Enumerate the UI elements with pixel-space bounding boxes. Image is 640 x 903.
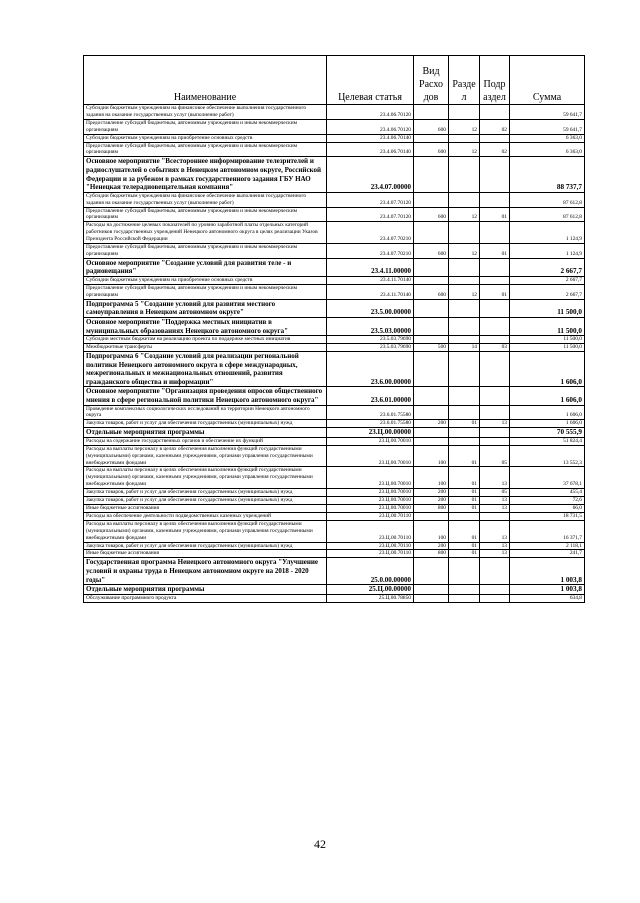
row-podr: 02	[480, 119, 510, 134]
row-podr	[480, 299, 510, 317]
row-razd	[449, 277, 480, 285]
row-sum: 16 371,7	[510, 520, 585, 542]
row-sum: 2 118,1	[510, 542, 585, 550]
row-vid	[414, 157, 449, 192]
row-podr	[480, 437, 510, 445]
row-name: Предоставление субсидий бюджетным, автономным учреждениям и иным некоммерческим организациям	[84, 244, 327, 259]
row-podr: 05	[480, 445, 510, 467]
table-row	[84, 157, 585, 192]
row-razd: 01	[449, 497, 480, 505]
row-code: 25.Ц.00.78850	[327, 594, 414, 602]
row-name: Субсидии бюджетным учреждениям на приобретение основных средств	[84, 277, 327, 285]
header-vid: Вид Расхо дов	[414, 56, 449, 105]
row-podr	[480, 277, 510, 285]
table-row	[84, 207, 585, 222]
row-podr: 13	[480, 520, 510, 542]
row-code: 23.6.00.00000	[327, 351, 414, 386]
row-sum: 11 500,0	[510, 336, 585, 344]
row-sum: 37 678,1	[510, 467, 585, 489]
table-row	[84, 542, 585, 550]
table-row	[84, 512, 585, 520]
row-razd: 01	[449, 505, 480, 513]
row-sum: 1 606,0	[510, 405, 585, 420]
row-sum: 1 124,9	[510, 244, 585, 259]
row-code: 23.Ц.00.70110	[327, 550, 414, 558]
row-code: 23.4.06.70120	[327, 119, 414, 134]
row-podr: 05	[480, 489, 510, 497]
row-name: Подпрограмма 6 "Создание условий для реализации региональной политики Ненецкого автономного округа в сфере международных, межрегиональных и межнациональных отношений, развития гражданского общества и информации"	[84, 351, 327, 386]
row-vid	[414, 351, 449, 386]
row-razd: 01	[449, 489, 480, 497]
row-podr: 13	[480, 505, 510, 513]
row-sum: 11 500,0	[510, 344, 585, 352]
row-name: Основное мероприятие "Создание условий для развития теле - и радиовещания"	[84, 258, 327, 276]
row-name: Закупка товаров, работ и услуг для обеспечения государственных (муниципальных) нужд	[84, 542, 327, 550]
row-razd: 12	[449, 284, 480, 299]
row-sum: 72,6	[510, 497, 585, 505]
row-vid	[414, 336, 449, 344]
table-row	[84, 299, 585, 317]
row-name: Расходы на обеспечение деятельности подведомственных казенных учреждений	[84, 512, 327, 520]
table-row	[84, 594, 585, 602]
row-vid	[414, 299, 449, 317]
row-code: 23.4.07.70210	[327, 222, 414, 244]
row-sum: 51 824,4	[510, 437, 585, 445]
row-razd: 12	[449, 119, 480, 134]
row-code: 23.Ц.00.00000	[327, 428, 414, 438]
row-code: 23.6.01.75580	[327, 405, 414, 420]
row-vid	[414, 105, 449, 120]
row-vid	[414, 258, 449, 276]
row-name: Закупка товаров, работ и услуг для обеспечения государственных (муниципальных) нужд	[84, 497, 327, 505]
row-sum: 1 003,8	[510, 585, 585, 595]
row-name: Предоставление субсидий бюджетным, автономным учреждениям и иным некоммерческим организациям	[84, 119, 327, 134]
row-sum: 59 641,7	[510, 119, 585, 134]
row-name: Предоставление субсидий бюджетным, автономным учреждениям и иным некоммерческим организациям	[84, 207, 327, 222]
row-sum: 6 363,0	[510, 134, 585, 142]
table-row	[84, 497, 585, 505]
row-name: Расходы на выплаты персоналу в целях обеспечения выполнения функций государственными (муниципальными) органами, казенными учреждениями, органами управления государственными внебюджетными фондами	[84, 445, 327, 467]
row-podr	[480, 428, 510, 438]
row-razd	[449, 336, 480, 344]
row-podr: 13	[480, 550, 510, 558]
table-row	[84, 258, 585, 276]
row-podr: 13	[480, 467, 510, 489]
row-code: 23.4.06.70120	[327, 105, 414, 120]
row-name: Предоставление субсидий бюджетным, автономным учреждениям и иным некоммерческим организациям	[84, 142, 327, 157]
header-razd: Разде л	[449, 56, 480, 105]
table-row	[84, 405, 585, 420]
row-vid	[414, 222, 449, 244]
row-sum: 2 667,7	[510, 277, 585, 285]
header-podr: Подр аздел	[480, 56, 510, 105]
row-name: Отдельные мероприятия программы	[84, 585, 327, 595]
row-razd: 14	[449, 344, 480, 352]
row-vid	[414, 134, 449, 142]
table-row	[84, 428, 585, 438]
table-row	[84, 119, 585, 134]
table-row	[84, 550, 585, 558]
row-vid: 100	[414, 520, 449, 542]
row-sum: 13 552,3	[510, 445, 585, 467]
row-name: Закупка товаров, работ и услуг для обеспечения государственных (муниципальных) нужд	[84, 420, 327, 428]
table-body	[84, 105, 585, 603]
row-vid	[414, 428, 449, 438]
row-name: Отдельные мероприятия программы	[84, 428, 327, 438]
row-sum: 87 612,8	[510, 192, 585, 207]
row-razd: 01	[449, 467, 480, 489]
row-vid: 600	[414, 119, 449, 134]
row-name: Субсидии бюджетным учреждениям на финансовое обеспечение выполнения государственного задания на оказание государственных услуг (выполнение работ)	[84, 192, 327, 207]
row-vid: 500	[414, 344, 449, 352]
row-code: 23.Ц.00.70010	[327, 437, 414, 445]
row-sum: 1 606,0	[510, 351, 585, 386]
table-row	[84, 445, 585, 467]
row-name: Основное мероприятие "Организация проведения опросов общественного мнения в сфере региональной политики Ненецкого автономного округа"	[84, 387, 327, 405]
row-vid: 600	[414, 142, 449, 157]
row-vid	[414, 317, 449, 335]
row-podr: 13	[480, 497, 510, 505]
row-podr	[480, 105, 510, 120]
table-row	[84, 351, 585, 386]
row-razd	[449, 222, 480, 244]
row-podr: 13	[480, 542, 510, 550]
row-podr: 01	[480, 284, 510, 299]
row-podr	[480, 585, 510, 595]
row-razd: 01	[449, 520, 480, 542]
row-code: 23.4.06.70140	[327, 142, 414, 157]
row-sum: 241,7	[510, 550, 585, 558]
table-header-row	[84, 56, 585, 105]
row-razd	[449, 105, 480, 120]
row-code: 23.Ц.00.70110	[327, 512, 414, 520]
row-code: 23.Ц.00.70010	[327, 497, 414, 505]
row-razd	[449, 512, 480, 520]
row-razd: 01	[449, 420, 480, 428]
row-vid: 200	[414, 489, 449, 497]
row-podr	[480, 336, 510, 344]
row-razd	[449, 157, 480, 192]
row-sum: 88 737,7	[510, 157, 585, 192]
row-razd	[449, 192, 480, 207]
row-name: Подпрограмма 5 "Создание условий для развития местного самоуправления в Ненецком автономном округе"	[84, 299, 327, 317]
table-row	[84, 467, 585, 489]
row-razd: 01	[449, 550, 480, 558]
row-razd	[449, 387, 480, 405]
row-razd	[449, 258, 480, 276]
row-code: 23.Ц.00.70110	[327, 520, 414, 542]
row-code: 23.4.07.70210	[327, 244, 414, 259]
row-code: 23.Ц.00.70010	[327, 489, 414, 497]
row-name: Субсидии местным бюджетам на реализацию проекта по поддержке местных инициатив	[84, 336, 327, 344]
row-code: 25.0.00.00000	[327, 558, 414, 585]
row-sum: 6 363,0	[510, 142, 585, 157]
table-row	[84, 134, 585, 142]
row-vid	[414, 192, 449, 207]
row-name: Обслуживание программного продукта	[84, 594, 327, 602]
row-code: 23.4.11.70140	[327, 284, 414, 299]
table-row	[84, 420, 585, 428]
row-razd	[449, 585, 480, 595]
row-name: Государственная программа Ненецкого автономного округа "Улучшение условий и охраны труда в Ненецком автономном округе на 2018 - 2020 годы"	[84, 558, 327, 585]
table-row	[84, 505, 585, 513]
row-razd	[449, 594, 480, 602]
row-code: 25.Ц.00.00000	[327, 585, 414, 595]
row-vid: 200	[414, 542, 449, 550]
row-code: 23.4.11.70140	[327, 277, 414, 285]
row-sum: 18 731,5	[510, 512, 585, 520]
row-name: Иные бюджетные ассигнования	[84, 505, 327, 513]
row-code: 23.4.07.70120	[327, 192, 414, 207]
row-code: 23.Ц.00.70010	[327, 467, 414, 489]
row-code: 23.6.01.00000	[327, 387, 414, 405]
row-razd	[449, 428, 480, 438]
row-name: Расходы на достижение целевых показателей по уровню заработной платы отдельных категорий работников государственных учреждений Ненецкого автономного округа в целях реализации Указов Президента Российской Федерации	[84, 222, 327, 244]
table-row	[84, 437, 585, 445]
row-vid: 100	[414, 467, 449, 489]
row-vid: 200	[414, 420, 449, 428]
table-row	[84, 558, 585, 585]
row-name: Субсидии бюджетным учреждениям на финансовое обеспечение выполнения государственного задания на оказание государственных услуг (выполнение работ)	[84, 105, 327, 120]
table-row	[84, 585, 585, 595]
row-code: 23.4.06.70140	[327, 134, 414, 142]
row-razd: 01	[449, 445, 480, 467]
row-razd	[449, 437, 480, 445]
row-name: Основное мероприятие "Поддержка местных инициатив в муниципальных образованиях Ненецкого автономного округа"	[84, 317, 327, 335]
row-sum: 1 606,0	[510, 387, 585, 405]
table-row	[84, 244, 585, 259]
header-name: Наименование	[84, 56, 327, 105]
row-razd	[449, 317, 480, 335]
row-podr	[480, 157, 510, 192]
row-code: 23.5.03.00000	[327, 317, 414, 335]
row-code: 23.4.07.00000	[327, 157, 414, 192]
row-sum: 455,4	[510, 489, 585, 497]
row-name: Иные бюджетные ассигнования	[84, 550, 327, 558]
row-podr: 03	[480, 344, 510, 352]
row-sum: 66,0	[510, 505, 585, 513]
row-sum: 11 500,0	[510, 299, 585, 317]
row-sum: 1 606,0	[510, 420, 585, 428]
row-name: Предоставление субсидий бюджетным, автономным учреждениям и иным некоммерческим организациям	[84, 284, 327, 299]
page-number: 42	[314, 837, 326, 851]
row-razd	[449, 299, 480, 317]
row-vid	[414, 585, 449, 595]
row-vid	[414, 387, 449, 405]
row-sum: 2 667,7	[510, 258, 585, 276]
row-code: 23.5.03.79690	[327, 344, 414, 352]
table-row	[84, 142, 585, 157]
row-code: 23.6.01.75580	[327, 420, 414, 428]
row-vid	[414, 277, 449, 285]
row-podr: 02	[480, 142, 510, 157]
table-row	[84, 336, 585, 344]
row-code: 23.5.03.79690	[327, 336, 414, 344]
row-podr	[480, 258, 510, 276]
row-podr	[480, 387, 510, 405]
row-code: 23.Ц.00.70010	[327, 505, 414, 513]
row-podr: 01	[480, 207, 510, 222]
row-vid: 600	[414, 207, 449, 222]
row-vid	[414, 437, 449, 445]
row-podr	[480, 512, 510, 520]
row-podr	[480, 317, 510, 335]
table-row	[84, 277, 585, 285]
row-sum: 2 667,7	[510, 284, 585, 299]
row-vid: 200	[414, 497, 449, 505]
row-vid	[414, 594, 449, 602]
row-podr	[480, 405, 510, 420]
table-row	[84, 520, 585, 542]
row-name: Расходы на содержание государственных органов и обеспечение их функций	[84, 437, 327, 445]
row-podr: 01	[480, 244, 510, 259]
row-razd: 12	[449, 142, 480, 157]
row-name: Расходы на выплаты персоналу в целях обеспечения выполнения функций государственными (муниципальными) органами, казенными учреждениями, органами управления государственными внебюджетными фондами	[84, 520, 327, 542]
row-code: 23.5.00.00000	[327, 299, 414, 317]
table-row	[84, 222, 585, 244]
row-sum: 11 500,0	[510, 317, 585, 335]
table-row	[84, 284, 585, 299]
row-vid: 800	[414, 550, 449, 558]
row-sum: 59 641,7	[510, 105, 585, 120]
row-razd	[449, 134, 480, 142]
row-razd	[449, 558, 480, 585]
row-sum: 70 555,9	[510, 428, 585, 438]
budget-table	[83, 55, 585, 603]
table-row	[84, 489, 585, 497]
row-podr	[480, 558, 510, 585]
row-sum: 1 003,8	[510, 558, 585, 585]
row-name: Расходы на выплаты персоналу в целях обеспечения выполнения функций государственными (муниципальными) органами, казенными учреждениями, органами управления государственными внебюджетными фондами	[84, 467, 327, 489]
row-podr	[480, 192, 510, 207]
row-vid	[414, 558, 449, 585]
row-vid: 800	[414, 505, 449, 513]
row-podr: 13	[480, 420, 510, 428]
row-podr	[480, 134, 510, 142]
header-sum: Сумма	[510, 56, 585, 105]
row-podr	[480, 222, 510, 244]
table-row	[84, 344, 585, 352]
row-razd	[449, 405, 480, 420]
row-sum: 87 612,8	[510, 207, 585, 222]
row-podr	[480, 594, 510, 602]
row-sum: 1 124,9	[510, 222, 585, 244]
row-podr	[480, 351, 510, 386]
header-code: Целевая статья	[327, 56, 414, 105]
row-name: Основное мероприятие "Всестороннее информирование телезрителей и радиослушателей о событиях в Ненецком автономном округе, Российской Федерации и за рубежом в рамках государственного задания ГБУ НАО "Ненецкая телерадиовещательная компания"	[84, 157, 327, 192]
row-razd: 01	[449, 542, 480, 550]
table-row	[84, 105, 585, 120]
row-name: Проведение комплексных социологических исследований на территории Ненецкого автономного округа	[84, 405, 327, 420]
row-name: Закупка товаров, работ и услуг для обеспечения государственных (муниципальных) нужд	[84, 489, 327, 497]
row-name: Субсидии бюджетным учреждениям на приобретение основных средств	[84, 134, 327, 142]
row-code: 23.Ц.00.70010	[327, 445, 414, 467]
row-sum: 634,8	[510, 594, 585, 602]
row-vid	[414, 512, 449, 520]
row-razd	[449, 351, 480, 386]
row-code: 23.Ц.00.70110	[327, 542, 414, 550]
row-razd: 12	[449, 244, 480, 259]
row-vid: 600	[414, 244, 449, 259]
row-code: 23.4.11.00000	[327, 258, 414, 276]
row-razd: 12	[449, 207, 480, 222]
table-row	[84, 192, 585, 207]
table-row	[84, 387, 585, 405]
row-name: Межбюджетные трансферты	[84, 344, 327, 352]
table-row	[84, 317, 585, 335]
row-vid: 100	[414, 445, 449, 467]
row-vid: 600	[414, 284, 449, 299]
row-code: 23.4.07.70120	[327, 207, 414, 222]
row-vid	[414, 405, 449, 420]
